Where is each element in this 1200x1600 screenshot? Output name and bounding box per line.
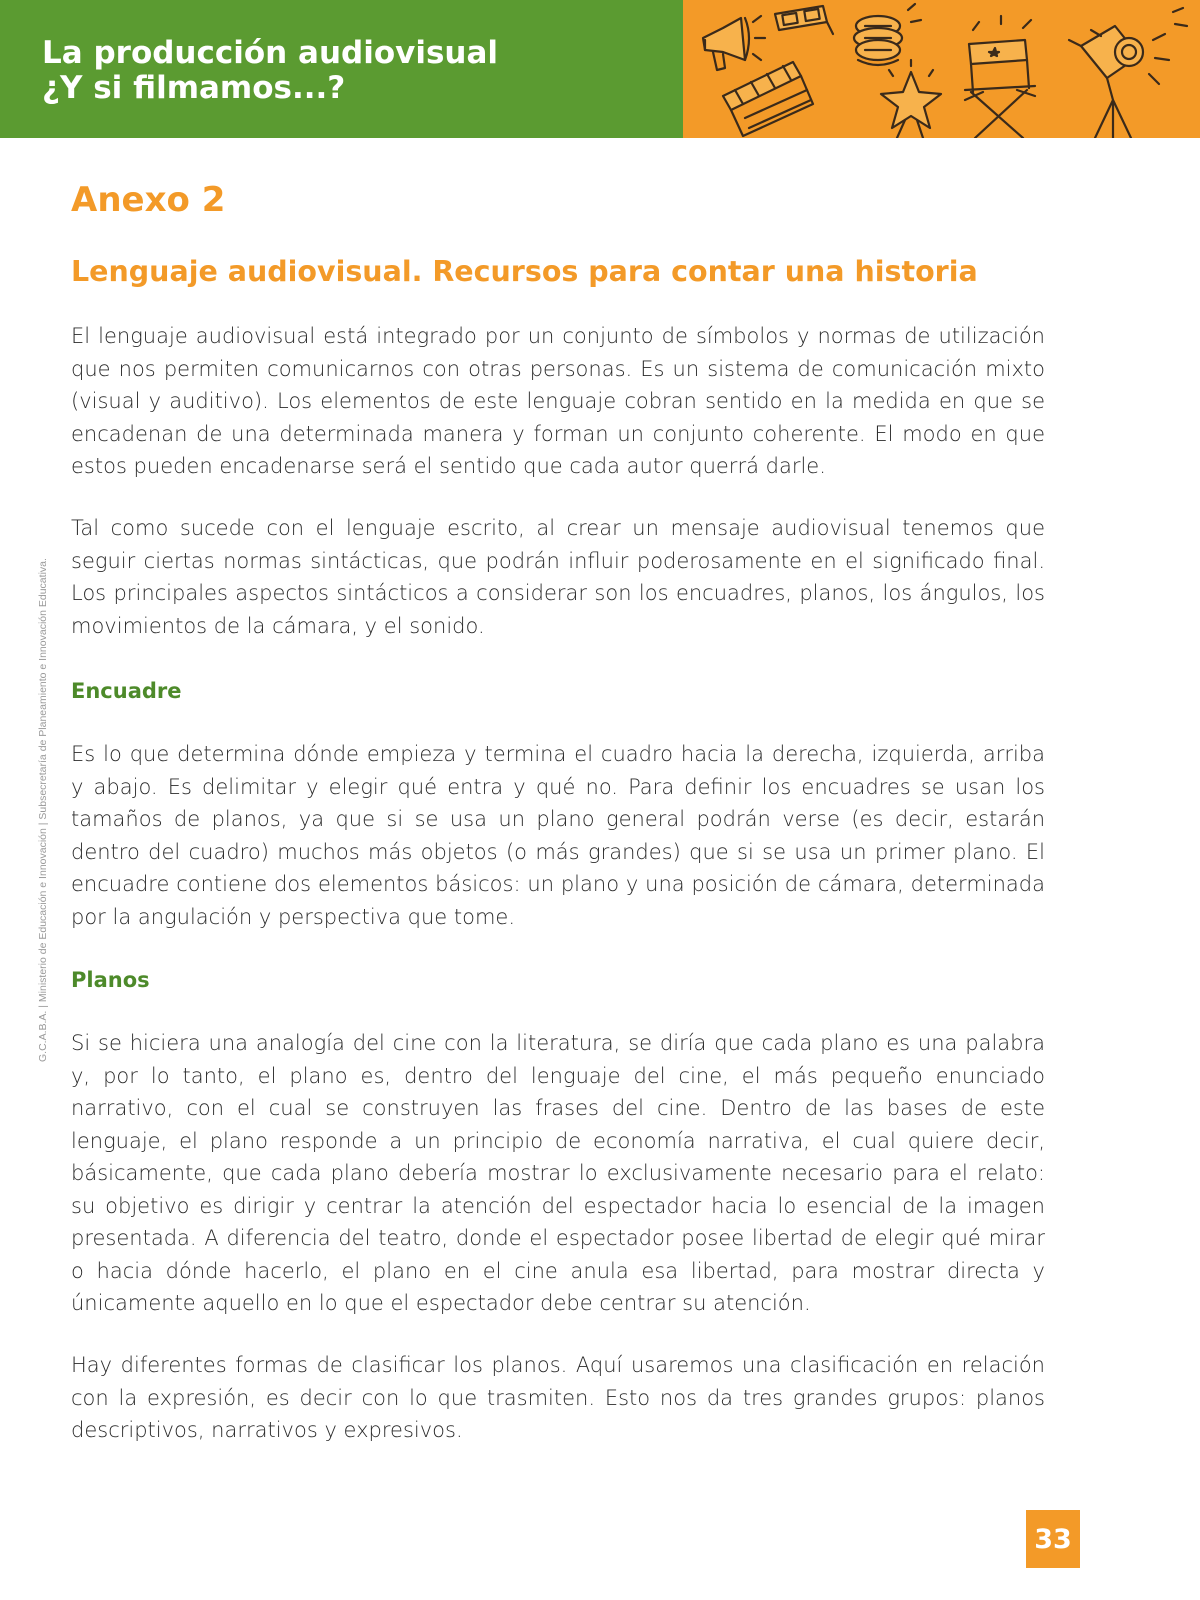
spotlight-icon	[1069, 8, 1187, 138]
director-chair-icon	[965, 16, 1035, 138]
paragraph-planos: Si se hiciera una analogía del cine con la literatura, se diría que cada plano es una palabra y, por lo tanto, el plano es, dentro del lenguaje del cine, el más pequeño enunciado narrativo, con el cual se construyen las frases del cine. Dentro de las bases de este lenguaje, el plano responde a un principio de economía narrativa, el cual quiere decir, básicamente, que cada plano debería mostrar lo exclusivamente necesario para el relato: su objetivo es dirigir y centrar la atención del espectador hacia lo esencial de la imagen presentada. A diferencia del teatro, donde el espectador posee libertad de elegir qué mirar o hacia dónde hacerlo, el plano en el cine anula esa libertad, para mostrar directa y únicamente aquello en lo que el espectador debe centrar su atención.	[71, 1031, 1045, 1315]
heading-encuadre: Encuadre	[71, 679, 182, 703]
header-banner	[0, 0, 683, 138]
unit-title-line2: ¿Y si filmamos...?	[42, 70, 346, 106]
section-subtitle: Lenguaje audiovisual. Recursos para contar una historia	[71, 255, 978, 288]
paragraph-clasificacion: Hay diferentes formas de clasificar los planos. Aquí usaremos una clasificación en relación con la expresión, es decir con lo que trasmiten. Esto nos da tres grandes grupos: planos descriptivos, narrativos y expresivos.	[71, 1353, 1045, 1442]
megaphone-icon	[703, 16, 765, 70]
star-icon	[881, 60, 941, 138]
unit-title	[42, 36, 498, 106]
paragraph-syntax: Tal como sucede con el lenguaje escrito, al crear un mensaje audiovisual tenemos que seguir ciertas normas sintácticas, que podrán influir poderosamente en el significado final. Los principales aspectos sintácticos a considerar son los encuadres, planos, los ángulos, los movimientos de la cámara, y el sonido.	[71, 516, 1045, 638]
3d-glasses-icon	[775, 6, 833, 34]
annex-title: Anexo 2	[71, 180, 226, 220]
paragraph-encuadre: Es lo que determina dónde empieza y termina el cuadro hacia la derecha, izquierda, arriba y abajo. Es delimitar y elegir qué entra y qué no. Para definir los encuadres se usan los tamaños de planos, ya que si se usa un plano general podrán verse (es decir, estarán dentro del cuadro) muchos más objetos (o más grandes) que si se usa un primer plano. El encuadre contiene dos elementos básicos: un plano y una posición de cámara, determinada por la angulación y perspectiva que tome.	[71, 742, 1045, 929]
clapperboard-icon	[723, 62, 813, 136]
header-illustration	[683, 0, 1200, 138]
film-reel-icon	[854, 4, 921, 65]
side-credit: G.C.A.B.A. | Ministerio de Educación e Innovación | Subsecretaría de Planeamiento e Innovación Educativa.	[37, 558, 49, 1062]
page-number: 33	[1026, 1510, 1080, 1568]
paragraph-intro: El lenguaje audiovisual está integrado por un conjunto de símbolos y normas de utilización que nos permiten comunicarnos con otras personas. Es un sistema de comunicación mixto (visual y auditivo). Los elementos de este lenguaje cobran sentido en la medida en que se encadenan de una determinada manera y forman un conjunto coherente. El modo en que estos pueden encadenarse será el sentido que cada autor querrá darle.	[71, 324, 1045, 478]
heading-planos: Planos	[71, 968, 150, 992]
unit-title-line1: La producción audiovisual	[42, 35, 499, 71]
